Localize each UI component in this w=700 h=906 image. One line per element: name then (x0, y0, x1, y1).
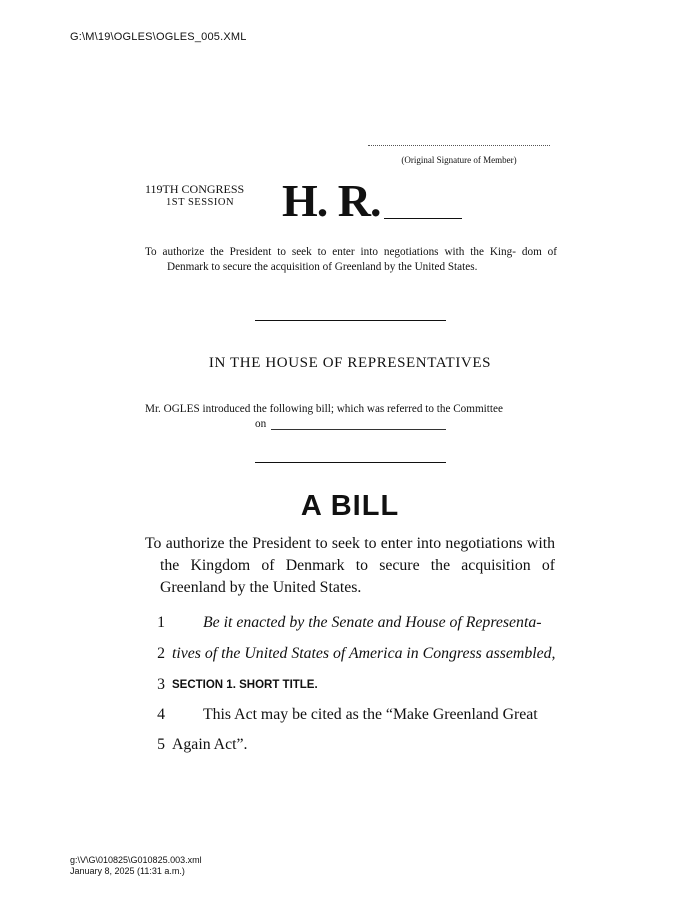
bill-number-blank (384, 218, 462, 219)
congress-number: 119TH CONGRESS (145, 182, 245, 196)
short-title (145, 245, 557, 275)
short-title-text (145, 245, 557, 275)
congress-session-block (145, 182, 265, 210)
line-number: 4 (157, 706, 165, 723)
section-body-text: Again Act”. (172, 736, 248, 753)
document-footer (70, 855, 202, 877)
long-title-text (145, 533, 555, 599)
long-title (145, 533, 555, 599)
signature-line (368, 145, 550, 146)
line-number: 1 (157, 614, 165, 631)
bill-number-label: H. R. (282, 175, 381, 226)
divider-rule (255, 462, 446, 463)
divider-rule (255, 320, 446, 321)
house-heading: IN THE HOUSE OF REPRESENTATIVES (208, 355, 492, 371)
bill-heading: A BILL (300, 490, 400, 522)
body-line (145, 611, 557, 635)
committee-blank (271, 429, 446, 430)
body-line (145, 733, 557, 757)
footer-timestamp: January 8, 2025 (11:31 a.m.) (70, 866, 185, 876)
line-number: 2 (157, 645, 165, 662)
short-title-line1: To authorize the President to seek to enter into negotiations with the King- (145, 246, 516, 258)
session-label: 1ST SESSION (166, 197, 235, 208)
long-title-rest: with the Kingdom of Denmark to secure the acquisition of Greenland by the United States. (160, 535, 555, 596)
body-line (145, 703, 557, 727)
enacting-clause-text: tives of the United States of America in Congress assembled, (172, 645, 556, 662)
line-number: 3 (157, 676, 165, 693)
committee-on-label: on (255, 418, 267, 430)
signature-caption: (Original Signature of Member) (401, 155, 517, 165)
file-path-header: G:\M\19\OGLES\OGLES_005.XML (70, 31, 247, 43)
body-line (145, 673, 557, 697)
section-body-text: This Act may be cited as the “Make Greenland Great (203, 706, 538, 723)
enacting-clause-text: Be it enacted by the Senate and House of Representa- (203, 614, 542, 631)
line-number: 5 (157, 736, 165, 753)
body-line (145, 642, 557, 666)
section-heading: SECTION 1. SHORT TITLE. (172, 679, 318, 691)
introduction-text: Mr. OGLES introduced the following bill; which was referred to the Committee (145, 403, 503, 415)
short-title-rest: dom of Denmark to secure the acquisition of Greenland by the United States. (167, 246, 557, 273)
long-title-line1: To authorize the President to seek to enter into negotiations (145, 535, 523, 552)
footer-file-path: g:\V\G\010825\G010825.003.xml (70, 855, 202, 865)
